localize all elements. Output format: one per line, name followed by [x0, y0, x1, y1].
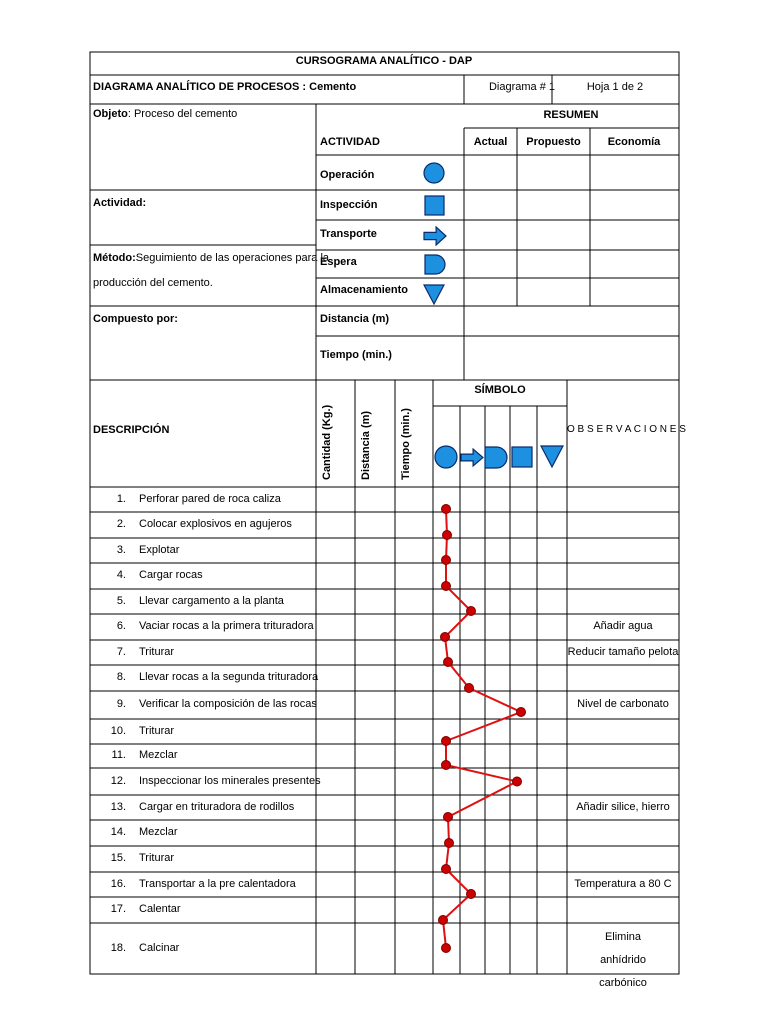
step-description: Cargar rocas — [139, 569, 203, 581]
almacenamiento-triangle-icon — [424, 285, 444, 304]
transporte-arrow-icon — [424, 227, 446, 245]
step-observation: Añadir agua — [593, 620, 653, 632]
step-number: 4. — [116, 569, 126, 581]
resumen-title: RESUMEN — [543, 109, 599, 121]
step-description: Llevar rocas a la segunda trituradora — [139, 671, 319, 683]
resumen-tiempo: Tiempo (min.) — [320, 349, 392, 361]
step-description: Transportar a la pre calentadora — [139, 877, 296, 890]
process-path-dot — [465, 684, 474, 693]
step-number: 9. — [116, 698, 126, 710]
process-path-dot — [442, 865, 451, 874]
header-almacenamiento-triangle-icon — [541, 446, 563, 467]
resumen-col-actividad: ACTIVIDAD — [320, 136, 380, 148]
step-number: 2. — [116, 518, 126, 530]
simbolo-header: SÍMBOLO — [474, 384, 526, 396]
step-number: 16. — [110, 877, 126, 890]
header-inspeccion-square-icon — [512, 447, 532, 467]
resumen-row-almacenamiento: Almacenamiento — [320, 284, 409, 296]
objeto-field — [93, 109, 237, 120]
process-path-dot — [467, 890, 476, 899]
process-path-dot — [442, 556, 451, 565]
resumen-col-economia: Economía — [607, 136, 661, 148]
step-number: 3. — [116, 543, 126, 556]
resumen-col-propuesto: Propuesto — [526, 136, 581, 148]
resumen-row-operacion: Operación — [320, 169, 375, 181]
step-description: Explotar — [139, 543, 180, 556]
step-number: 18. — [110, 941, 126, 954]
step-description: Mezclar — [139, 826, 178, 838]
step-number: 11. — [111, 749, 126, 761]
resumen-row-espera: Espera — [320, 256, 357, 268]
sheet-number: Hoja 1 de 2 — [586, 81, 644, 93]
process-path-dot — [445, 839, 454, 848]
step-observation: Elimina anhídrido carbónico — [599, 931, 647, 989]
step-number: 10. — [110, 724, 126, 737]
step-description: Triturar — [139, 852, 175, 864]
process-path-dot — [444, 658, 453, 667]
step-number: 1. — [116, 492, 126, 505]
actividad-label: Actividad: — [93, 197, 147, 209]
process-path-dot — [442, 944, 451, 953]
diagram-label: DIAGRAMA ANALÍTICO DE PROCESOS : Cemento — [93, 81, 357, 93]
observaciones-header: O B S E R V A C I O N E S — [567, 424, 686, 435]
objeto-value: : Proceso del cemento — [127, 108, 238, 120]
step-number: 6. — [116, 620, 126, 632]
process-path-line — [443, 509, 521, 948]
distancia-header: Distancia (m) — [360, 410, 372, 480]
step-observation: Nivel de carbonato — [577, 698, 669, 710]
step-description: Llevar cargamento a la planta — [139, 594, 284, 607]
step-description: Colocar explosivos en agujeros — [139, 518, 292, 530]
process-path-dot — [517, 708, 526, 717]
step-description: Mezclar — [139, 749, 178, 761]
process-path-dot — [467, 607, 476, 616]
step-description: Vaciar rocas a la primera trituradora — [139, 620, 314, 632]
inspeccion-square-icon — [425, 196, 444, 215]
process-path-dot — [443, 531, 452, 540]
metodo-value-line-2: producción del cemento. — [93, 277, 213, 289]
step-number: 5. — [116, 594, 126, 607]
process-path-dot — [439, 916, 448, 925]
step-description: Calcinar — [139, 941, 180, 954]
step-observation: Temperatura a 80 C — [574, 877, 672, 890]
metodo-label: Método: — [93, 252, 136, 264]
step-observation: Añadir silice, hierro — [576, 800, 670, 813]
step-description: Perforar pared de roca caliza — [139, 492, 281, 505]
chart-title: CURSOGRAMA ANALÍTICO - DAP — [295, 55, 473, 67]
diagram-number: Diagrama # 1 — [488, 81, 556, 93]
descripcion-header: DESCRIPCIÓN — [93, 424, 170, 436]
step-description: Triturar — [139, 645, 175, 658]
espera-d-icon — [425, 255, 445, 274]
header-operacion-circle-icon — [435, 446, 457, 468]
process-path-dot — [442, 761, 451, 770]
objeto-label: Objeto — [93, 108, 128, 120]
header-espera-d-icon — [485, 447, 507, 468]
step-number: 13. — [110, 800, 126, 813]
step-number: 7. — [116, 645, 126, 658]
process-path-dot — [442, 505, 451, 514]
process-path-dot — [441, 633, 450, 642]
metodo-field — [93, 253, 329, 264]
metodo-value: Seguimiento de las operaciones para la — [135, 252, 330, 264]
process-path-dot — [442, 582, 451, 591]
header-transporte-arrow-icon — [461, 449, 483, 466]
tiempo-header: Tiempo (min.) — [400, 408, 412, 480]
step-number: 14. — [110, 826, 126, 838]
step-number: 8. — [116, 671, 126, 683]
process-path-dot — [513, 777, 522, 786]
step-description: Calentar — [139, 903, 181, 915]
resumen-col-actual: Actual — [473, 136, 508, 148]
step-description: Triturar — [139, 724, 175, 737]
step-number: 17. — [110, 903, 126, 915]
compuesto-label: Compuesto por: — [93, 313, 178, 325]
process-path-dot — [444, 813, 453, 822]
resumen-row-inspeccion: Inspección — [320, 199, 378, 211]
resumen-distancia: Distancia (m) — [320, 313, 390, 325]
resumen-row-transporte: Transporte — [320, 228, 377, 240]
operacion-circle-icon — [424, 163, 444, 183]
step-number: 15. — [110, 852, 126, 864]
step-description: Inspeccionar los minerales presentes — [139, 774, 321, 787]
cantidad-header: Cantidad (Kg.) — [321, 404, 333, 480]
step-observation: Reducir tamaño pelota — [567, 645, 679, 658]
process-path-dot — [442, 737, 451, 746]
step-number: 12. — [110, 774, 126, 787]
step-description: Verificar la composición de las rocas — [139, 698, 317, 710]
step-description: Cargar en trituradora de rodillos — [139, 800, 295, 813]
